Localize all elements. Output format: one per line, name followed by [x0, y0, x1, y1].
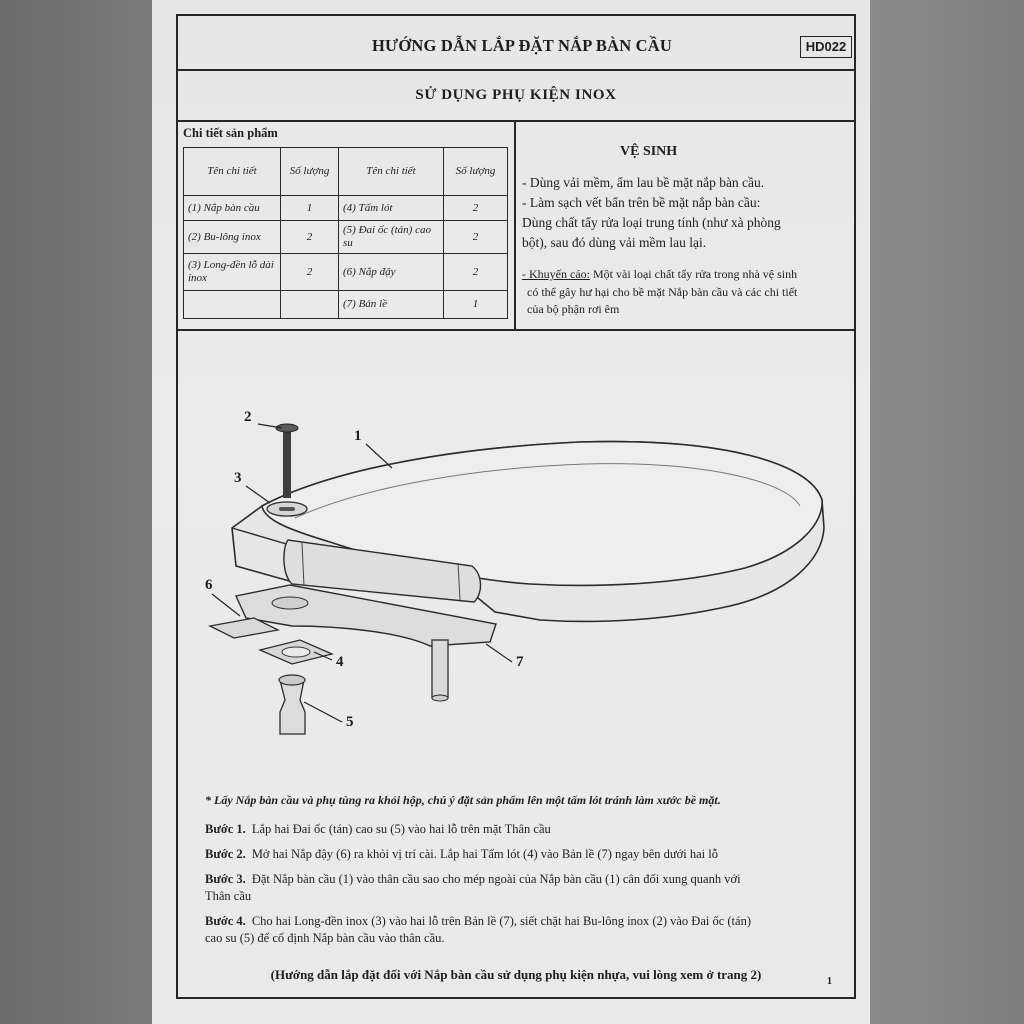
part-name: (5) Đai ốc (tán) cao su	[339, 221, 444, 254]
cleaning-line: - Dùng vải mềm, ẩm lau bề mặt nắp bàn cầu.	[522, 175, 765, 190]
step-1	[205, 821, 751, 838]
product-details-table	[183, 147, 508, 319]
warning-label: - Khuyến cáo:	[522, 267, 590, 281]
cleaning-heading: VỆ SINH	[620, 144, 678, 159]
step-text-continued: Thân cầu	[205, 889, 252, 903]
part-name: (3) Long-đền lỗ dài inox	[184, 254, 281, 291]
part-quantity: 2	[444, 221, 508, 254]
part-quantity	[281, 291, 339, 319]
part-label-6: 6	[205, 577, 213, 593]
part-label-1: 1	[354, 428, 362, 444]
leader-line-7	[486, 644, 512, 662]
step-line	[205, 871, 751, 888]
rubber-nut	[280, 680, 305, 734]
part-name: (2) Bu-lông inox	[184, 221, 281, 254]
part-name: (6) Nắp đậy	[339, 254, 444, 291]
step-3	[205, 871, 751, 905]
divider-vertical	[514, 120, 516, 330]
part-name: (1) Nắp bàn cầu	[184, 196, 281, 221]
part-quantity: 2	[281, 254, 339, 291]
part-label-2: 2	[244, 409, 252, 425]
step-label: Bước 1.	[205, 822, 246, 836]
leader-line-1	[366, 444, 392, 468]
step-label: Bước 2.	[205, 847, 246, 861]
step-4	[205, 913, 751, 947]
warning-text: Một vài loại chất tẩy rửa trong nhà vệ sinh	[592, 267, 798, 281]
part-quantity: 2	[281, 221, 339, 254]
leader-line-3	[246, 486, 270, 503]
warning-line	[522, 266, 797, 284]
part-label-4: 4	[336, 654, 344, 670]
product-details-heading: Chi tiết sản phẩm	[183, 126, 278, 140]
washer-slot	[279, 507, 295, 511]
divider-details	[176, 329, 856, 331]
divider-subtitle	[176, 120, 856, 122]
part-name: (4) Tấm lót	[339, 196, 444, 221]
page-number: 1	[827, 976, 832, 987]
backdrop-left	[0, 0, 152, 1024]
document-subtitle: SỬ DỤNG PHỤ KIỆN INOX	[415, 87, 617, 103]
hinge-pad-hole	[282, 647, 310, 657]
part-label-5: 5	[346, 714, 354, 730]
part-name: (7) Bản lề	[339, 291, 444, 319]
bolt-shaft	[283, 430, 291, 498]
part-quantity: 1	[281, 196, 339, 221]
part-name	[184, 291, 281, 319]
step-line	[205, 913, 751, 930]
step-text: Mở hai Nắp đậy (6) ra khỏi vị trí cài. Lắp hai Tấm lót (4) vào Bản lề (7) ngay bên dưới hai lỗ	[251, 847, 718, 861]
part-quantity: 2	[444, 254, 508, 291]
warning-line: có thể gây hư hại cho bề mặt Nắp bàn cầu và các chi tiết	[527, 284, 798, 299]
intro-note: * Lấy Nắp bàn cầu và phụ tùng ra khỏi hộp, chú ý đặt sản phẩm lên một tấm lót tránh làm xước bề mặt.	[205, 793, 721, 807]
leader-line-6	[212, 594, 240, 616]
column-header: Tên chi tiết	[339, 148, 444, 196]
rubber-nut-top	[279, 675, 305, 685]
footer-note: (Hướng dẫn lắp đặt đối với Nắp bàn cầu sử dụng phụ kiện nhựa, vui lòng xem ở trang 2)	[270, 967, 762, 982]
step-line	[205, 846, 751, 863]
divider-title	[176, 69, 856, 71]
part-label-3: 3	[234, 470, 242, 486]
assembly-diagram	[178, 332, 854, 792]
table-row	[184, 254, 508, 291]
step-text: Cho hai Long-đền inox (3) vào hai lỗ trên Bản lề (7), siết chặt hai Bu-lông inox (2) vào Đai ốc (tán)	[251, 914, 751, 928]
part-quantity: 2	[444, 196, 508, 221]
part-label-7: 7	[516, 654, 524, 670]
hinge-post	[432, 640, 448, 698]
column-header: Số lượng	[281, 148, 339, 196]
step-text: Lắp hai Đai ốc (tán) cao su (5) vào hai lỗ trên mặt Thân cầu	[251, 822, 551, 836]
cleaning-line: - Làm sạch vết bẩn trên bề mặt nắp bàn cầu:	[522, 195, 761, 210]
part-quantity: 1	[444, 291, 508, 319]
hinge-plate-hole	[272, 597, 308, 609]
step-label: Bước 4.	[205, 914, 246, 928]
table-row	[184, 196, 508, 221]
step-label: Bước 3.	[205, 872, 246, 886]
step-2	[205, 846, 751, 863]
table-header-row	[184, 148, 508, 196]
cleaning-line: Dùng chất tẩy rửa loại trung tính (như xà phòng	[522, 215, 781, 230]
step-line	[205, 821, 751, 838]
product-code: HD022	[800, 36, 852, 58]
installation-steps	[205, 821, 751, 955]
hinge-post-end	[432, 695, 448, 701]
cleaning-warning	[522, 266, 797, 319]
cleaning-line: bột), sau đó dùng vải mềm lau lại.	[522, 235, 707, 250]
column-header: Tên chi tiết	[184, 148, 281, 196]
warning-line: của bộ phận rơi êm	[527, 302, 620, 316]
document-title: HƯỚNG DẪN LẮP ĐẶT NẮP BÀN CẦU	[371, 36, 673, 55]
cleaning-instructions	[522, 173, 781, 253]
backdrop-right	[870, 0, 1024, 1024]
step-text-continued: cao su (5) để cố định Nắp bàn cầu vào thân cầu.	[205, 931, 445, 945]
table-row	[184, 221, 508, 254]
leader-line-5	[304, 702, 342, 722]
table-row	[184, 291, 508, 319]
step-text: Đặt Nắp bàn cầu (1) vào thân cầu sao cho mép ngoài của Nắp bàn cầu (1) cân đối xung quanh với	[251, 872, 741, 886]
column-header: Số lượng	[444, 148, 508, 196]
